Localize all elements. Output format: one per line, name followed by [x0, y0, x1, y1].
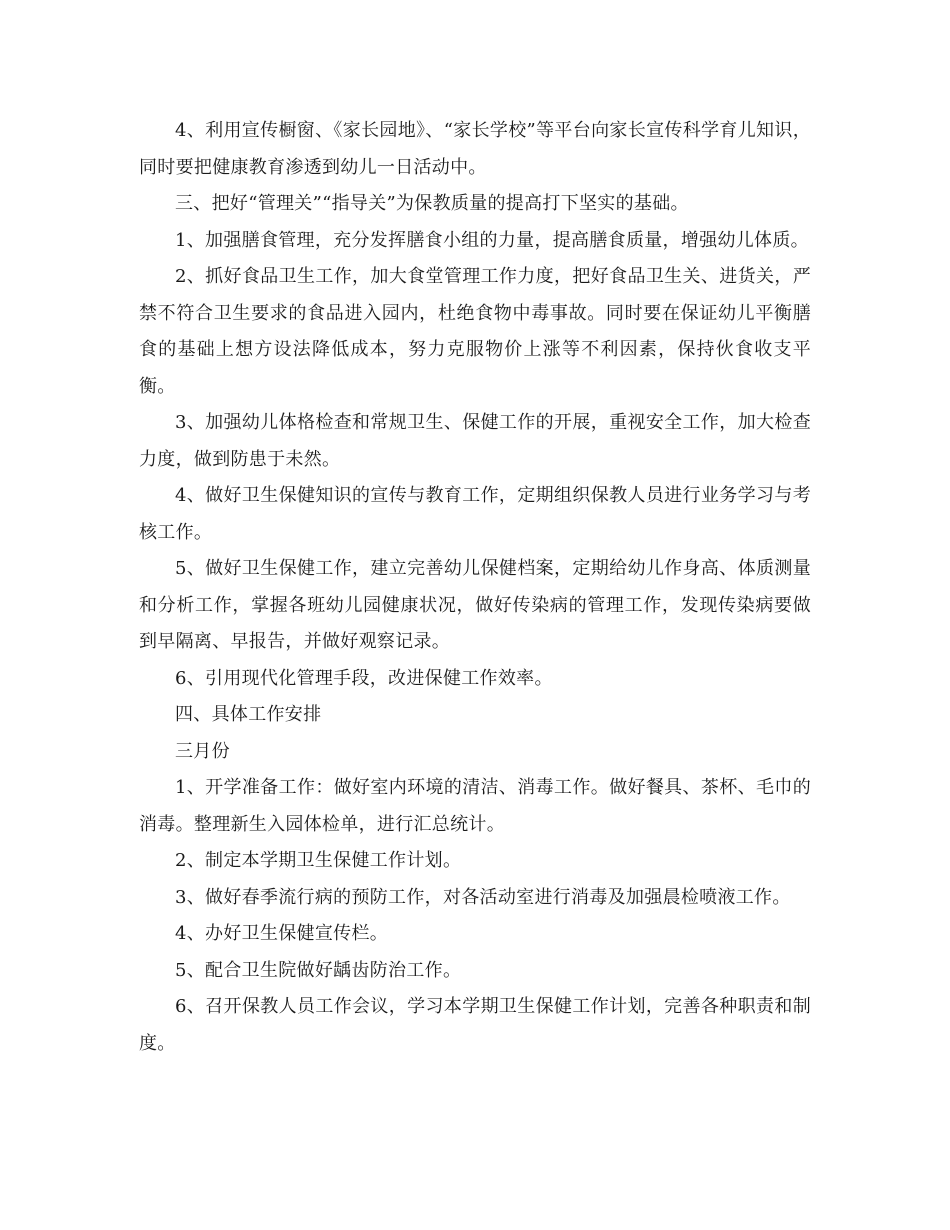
paragraph-item-3-health-check: 3、加强幼儿体格检查和常规卫生、保健工作的开展，重视安全工作，加大检查力度，做到防患于未然。 — [139, 412, 811, 470]
document-body — [139, 113, 811, 1062]
march-item-3-prevention: 3、做好春季流行病的预防工作，对各活动室进行消毒及加强晨检喷液工作。 — [175, 886, 791, 908]
paragraph-item-4-publicity: 4、利用宣传橱窗、《家长园地》、“家长学校”等平台向家长宣传科学育儿知识，同时要把健康教育渗透到幼儿一日活动中。 — [139, 120, 811, 178]
paragraph-item-1-diet: 1、加强膳食管理，充分发挥膳食小组的力量，提高膳食质量，增强幼儿体质。 — [175, 229, 809, 251]
paragraph-item-5-health-records: 5、做好卫生保健工作，建立完善幼儿保健档案，定期给幼儿作身高、体质测量和分析工作，掌握各班幼儿园健康状况，做好传染病的管理工作，发现传染病要做到早隔离、早报告，并做好观察记录。 — [139, 558, 811, 652]
march-item-6-meeting: 6、召开保教人员工作会议，学习本学期卫生保健工作计划，完善各种职责和制度。 — [139, 996, 811, 1054]
paragraph-item-2-food-hygiene: 2、抓好食品卫生工作，加大食堂管理工作力度，把好食品卫生关、进货关，严禁不符合卫生要求的食品进入园内，杜绝食物中毒事故。同时要在保证幼儿平衡膳食的基础上想方设法降低成本，努力克服物价上涨等不利因素，保持伙食收支平衡。 — [139, 266, 811, 397]
section-heading-management: 三、把好“管理关”“指导关”为保教质量的提高打下坚实的基础。 — [175, 193, 689, 214]
paragraph-item-4-education: 4、做好卫生保健知识的宣传与教育工作，定期组织保教人员进行业务学习与考核工作。 — [139, 485, 811, 543]
march-item-1-preparation: 1、开学准备工作：做好室内环境的清洁、消毒工作。做好餐具、茶杯、毛巾的消毒。整理新生入园体检单，进行汇总统计。 — [139, 777, 811, 835]
march-item-5-dental: 5、配合卫生院做好龋齿防治工作。 — [175, 959, 462, 981]
month-heading-march: 三月份 — [175, 740, 230, 762]
march-item-4-bulletin: 4、办好卫生保健宣传栏。 — [175, 923, 389, 944]
paragraph-item-6-modernization: 6、引用现代化管理手段，改进保健工作效率。 — [175, 667, 553, 689]
march-item-2-plan: 2、制定本学期卫生保健工作计划。 — [175, 850, 462, 871]
section-heading-work-arrangement: 四、具体工作安排 — [175, 704, 322, 725]
